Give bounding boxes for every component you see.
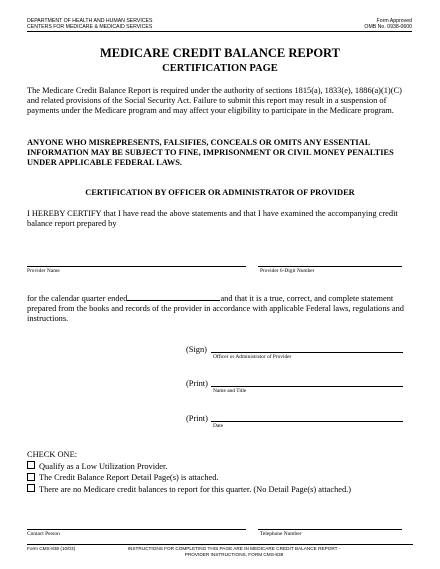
footer-instructions xyxy=(104,546,364,557)
check-one-section xyxy=(27,449,351,495)
instructions-line-2: PROVIDER INSTRUCTIONS, FORM CMS-838 xyxy=(184,551,284,557)
page-subtitle: CERTIFICATION PAGE xyxy=(162,63,278,74)
certification-heading: CERTIFICATION BY OFFICER OR ADMINISTRATOR OF PROVIDER xyxy=(85,188,355,197)
form-approved-text: Form Approved xyxy=(376,18,412,24)
quarter-ended-field[interactable] xyxy=(127,293,220,301)
option-label: The Credit Balance Report Detail Page(s) is attached. xyxy=(39,473,219,482)
date-field[interactable] xyxy=(211,421,403,422)
omb-number: OMB No. 0938-0600 xyxy=(364,24,412,30)
option-label: Qualify as a Low Utilization Provider. xyxy=(39,461,168,471)
provider-number-label: Provider 6-Digit Number xyxy=(260,268,315,274)
checkbox-icon[interactable] xyxy=(27,461,35,469)
signature-field[interactable] xyxy=(211,352,403,353)
contact-person-field[interactable] xyxy=(27,529,246,530)
agency-line-2: CENTERS FOR MEDICARE & MEDICAID SERVICES xyxy=(27,24,153,30)
name-title-field[interactable] xyxy=(211,386,403,387)
officer-label: Officer or Administrator of Provider xyxy=(213,354,292,360)
certify-paragraph: I HEREBY CERTIFY that I have read the above statements and that I have examined the accompanying credit balance report prepared by xyxy=(27,209,398,228)
provider-name-label: Provider Name xyxy=(27,268,60,274)
checkbox-icon[interactable] xyxy=(27,484,35,492)
quarter-text-start: for the calendar quarter ended xyxy=(27,294,128,303)
quarter-paragraph xyxy=(27,293,413,324)
intro-paragraph: The Medicare Credit Balance Report is required under the authority of sections 1815(a), 1833(e), 1886(a)(1)(C) and related provisions of the Social Security Act. Failure to submit this report may result in a suspension of payments under the Medicare program and may affect your eligibility to participate in the Medicare program. xyxy=(27,86,402,115)
telephone-field[interactable] xyxy=(258,529,402,530)
header-divider xyxy=(27,31,412,32)
date-label: Date xyxy=(213,423,224,429)
quarter-text-end: and that it is a true, correct, and complete statement prepared from the books and records of the provider in accordance with applicable Federal laws, regulations and instructions. xyxy=(27,294,404,323)
provider-number-field[interactable] xyxy=(258,266,402,267)
agency-line-1: DEPARTMENT OF HEALTH AND HUMAN SERVICES xyxy=(27,18,153,24)
sign-label: (Sign) xyxy=(186,345,207,354)
option-label: There are no Medicare credit balances to report for this quarter. (No Detail Page(s) attached.) xyxy=(39,484,352,494)
check-one-heading: CHECK ONE: xyxy=(27,450,78,459)
name-title-label: Name and Title xyxy=(213,388,247,394)
penalty-warning: ANYONE WHO MISREPRESENTS, FALSIFIES, CONCEALS OR OMITS ANY ESSENTIAL INFORMATION MAY BE SUBJECT TO FINE, IMPRISONMENT OR CIVIL MONEY PENALTIES UNDER APPLICABLE FEDERAL LAWS. xyxy=(27,138,394,167)
option-low-utilization[interactable] xyxy=(27,461,351,473)
form-approval xyxy=(364,18,412,30)
telephone-label: Telephone Number xyxy=(260,531,302,537)
option-detail-attached[interactable] xyxy=(27,472,351,484)
contact-person-label: Contact Person xyxy=(27,531,60,537)
checkbox-icon[interactable] xyxy=(27,473,35,481)
footer-divider xyxy=(27,544,413,545)
print-label-1: (Print) xyxy=(186,379,208,388)
instructions-line-1: INSTRUCTIONS FOR COMPLETING THIS PAGE ARE IN MEDICARE CREDIT BALANCE REPORT - xyxy=(127,546,341,551)
page-title: MEDICARE CREDIT BALANCE REPORT xyxy=(100,46,340,60)
agency-header xyxy=(27,18,152,30)
form-number: Form CMS-838 (10/03) xyxy=(27,546,76,551)
print-label-2: (Print) xyxy=(186,414,208,423)
provider-name-field[interactable] xyxy=(27,266,246,267)
option-no-balances[interactable] xyxy=(27,484,351,496)
